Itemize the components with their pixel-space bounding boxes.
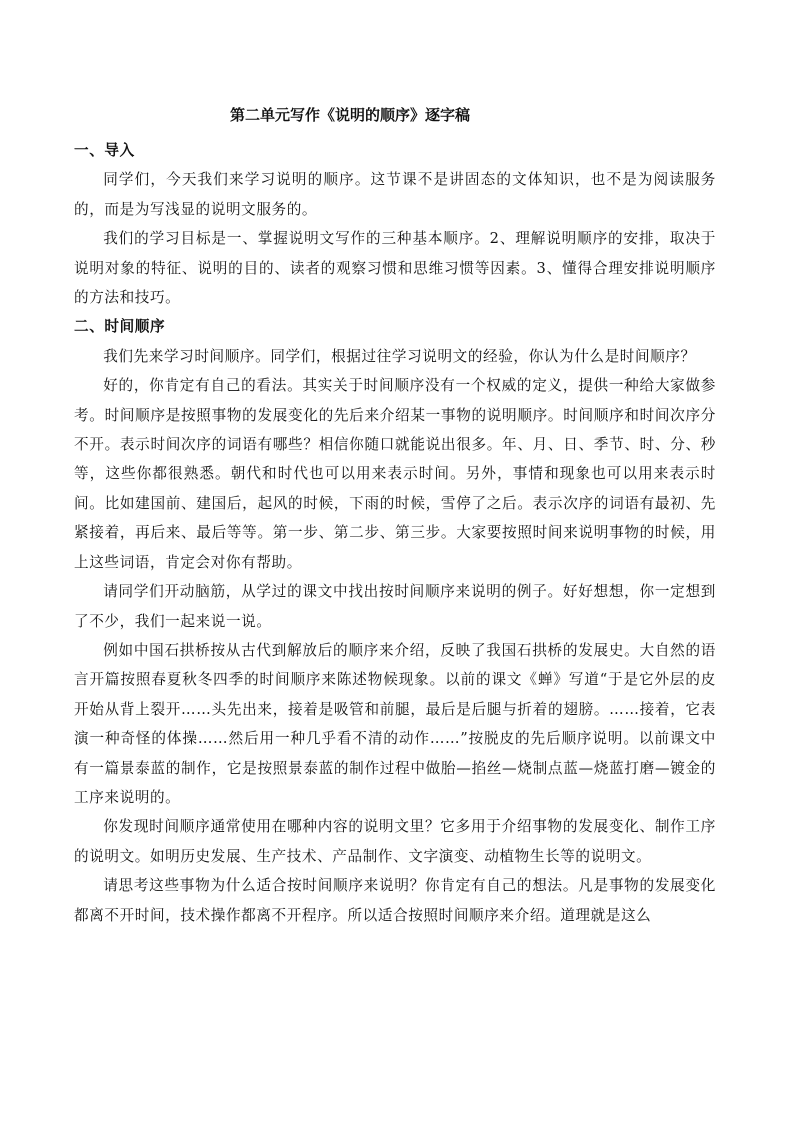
paragraph: 请思考这些事物为什么适合按时间顺序来说明？你肯定有自己的想法。凡是事物的发展变化都离不开时间，技术操作都离不开程序。所以适合按照时间顺序来介绍。道理就是这么 [74,877,716,924]
paragraph: 例如中国石拱桥按从古代到解放后的顺序来介绍，反映了我国石拱桥的发展史。大自然的语言开篇按照春夏秋冬四季的时间顺序来陈述物候现象。以前的课文《蝉》写道“于是它外层的皮开始从背上裂开……头先出来，接着是吸管和前腿，最后是后腿与折着的翅膀。……接着，它表演一种奇怪的体操……然后用一种几乎看不清的动作……”按脱皮的先后顺序说明。以前课文中有一篇景泰蓝的制作，它是按照景泰蓝的制作过程中做胎—掐丝—烧制点蓝—烧蓝打磨—镀金的工序来说明的。 [74,641,716,806]
section-heading-introduction: 一、导入 [74,142,135,159]
paragraph: 你发现时间顺序通常使用在哪种内容的说明文里？它多用于介绍事物的发展变化、制作工序的说明文。如明历史发展、生产技术、产品制作、文字演变、动植物生长等的说明文。 [74,818,716,865]
section-time-order [74,312,716,930]
document-title: 第二单元写作《说明的顺序》逐字稿 [229,106,470,124]
section-heading-time-order: 二、时间顺序 [74,318,166,336]
paragraph: 我们的学习目标是一、掌握说明文写作的三种基本顺序。2、理解说明顺序的安排，取决于说明对象的特征、说明的目的、读者的观察习惯和思维习惯等因素。3、懂得合理安排说明顺序的方法和技巧。 [74,230,716,307]
section-introduction [74,136,716,312]
paragraph: 同学们，今天我们来学习说明的顺序。这节课不是讲固态的文体知识，也不是为阅读服务的，而是为写浅显的说明文服务的。 [74,171,716,218]
paragraph: 好的，你肯定有自己的看法。其实关于时间顺序没有一个权威的定义，提供一种给大家做参考。时间顺序是按照事物的发展变化的先后来介绍某一事物的说明顺序。时间顺序和时间次序分不开。表示时间次序的词语有哪些？相信你随口就能说出很多。年、月、日、季节、时、分、秒等，这些你都很熟悉。朝代和时代也可以用来表示时间。另外，事情和现象也可以用来表示时间。比如建国前、建国后，起风的时候，下雨的时候，雪停了之后。表示次序的词语有最初、先紧接着，再后来、最后等等。第一步、第二步、第三步。大家要按照时间来说明事物的时候，用上这些词语，肯定会对你有帮助。 [74,377,716,571]
paragraph: 我们先来学习时间顺序。同学们，根据过往学习说明文的经验，你认为什么是时间顺序？ [103,347,696,365]
document-body [74,136,716,930]
paragraph: 请同学们开动脑筋，从学过的课文中找出按时间顺序来说明的例子。好好想想，你一定想到了不少，我们一起来说一说。 [74,583,716,630]
